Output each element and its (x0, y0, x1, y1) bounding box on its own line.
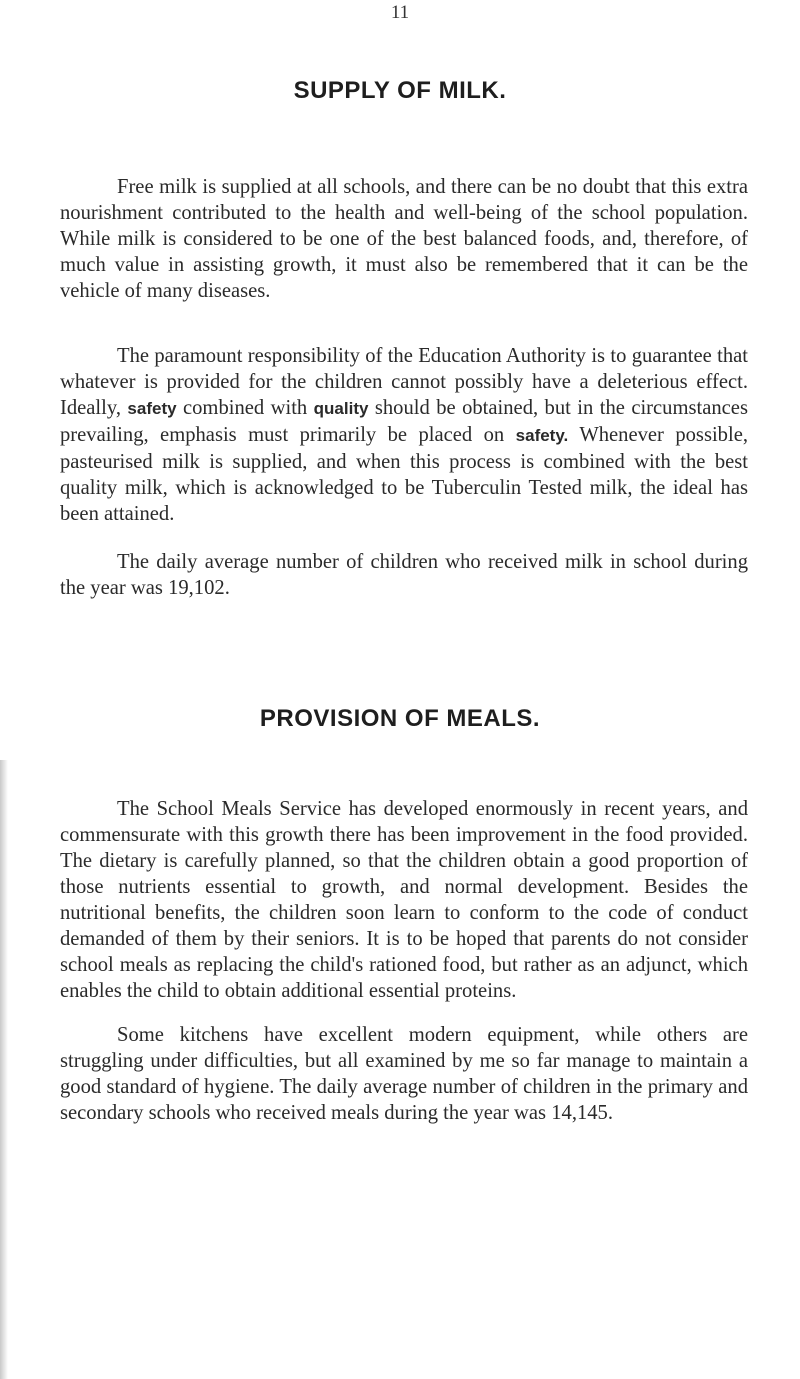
meals-paragraph-2: Some kitchens have excellent modern equipment, while others are struggling under difficulties, but all examined by me so far manage to maintain a good standard of hygiene. The daily average number of children in the primary and secondary schools who received meals during the year was 14,145. (60, 1023, 748, 1124)
milk-p2-text-2: combined with (182, 396, 308, 419)
section-heading-milk: SUPPLY OF MILK. (293, 77, 507, 104)
page-edge-shadow (0, 760, 8, 1379)
section-heading-meals: PROVISION OF MEALS. (259, 705, 541, 732)
bold-term-safety-2: safety. (515, 425, 569, 445)
milk-paragraph-2 (60, 343, 748, 527)
milk-p2-text-4: Whenever possible, pasteurised milk is supplied, and when this process is combined with the best quality milk, which is acknowledged to be Tuberculin Tested milk, the ideal has been attained. (60, 423, 748, 525)
milk-paragraph-1: Free milk is supplied at all schools, and there can be no doubt that this extra nourishment contributed to the health and well-being of the school population. While milk is considered to be one of the best balanced foods, and, therefore, of much value in assisting growth, it must also be remembered that it can be the vehicle of many diseases. (60, 175, 748, 302)
page-number: 11 (390, 2, 410, 23)
milk-paragraph-3: The daily average number of children who received milk in school during the year was 19,102. (60, 550, 748, 599)
bold-term-safety: safety (127, 398, 177, 418)
milk-p2-text-1: The paramount responsibility of the Education Authority is to guarantee that whatever is provided for the children cannot possibly have a deleterious effect. Ideally, (60, 344, 748, 419)
milk-p2-text-3: should be obtained, but in the circumstances prevailing, emphasis must primarily be placed on (60, 396, 748, 446)
bold-term-quality: quality (313, 398, 369, 418)
meals-paragraph-1: The School Meals Service has developed enormously in recent years, and commensurate with this growth there has been improvement in the food provided. The dietary is carefully planned, so that the children obtain a good proportion of those nutrients essential to growth, and normal development. Besides the nutritional benefits, the children soon learn to conform to the code of conduct demanded of them by their seniors. It is to be hoped that parents do not consider school meals as replacing the child's rationed food, but rather as an adjunct, which enables the child to obtain additional essential proteins. (60, 797, 748, 1002)
